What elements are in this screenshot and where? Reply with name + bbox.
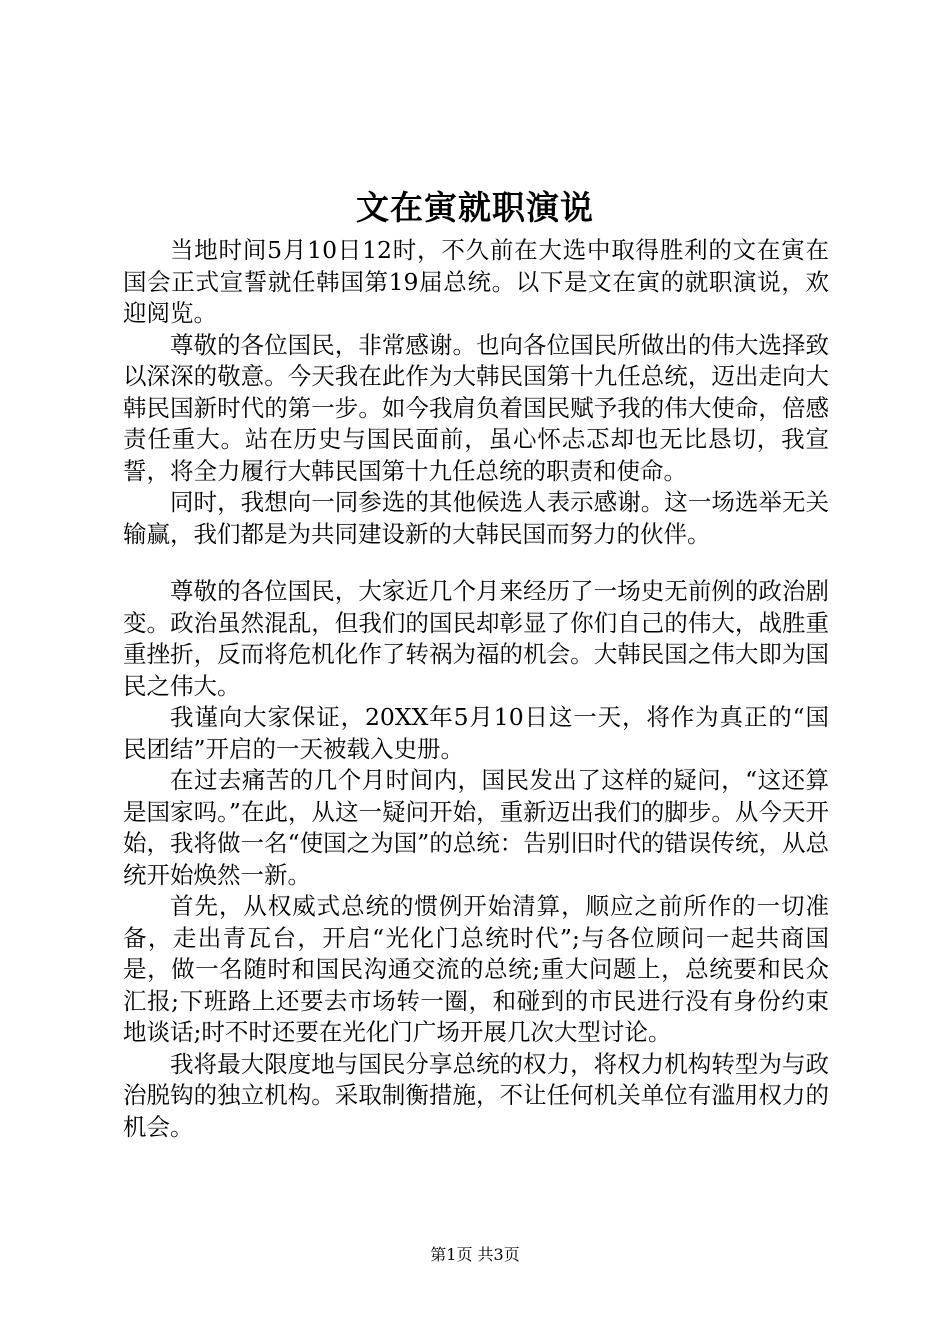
paragraph-thanks-candidates: 同时，我想向一同参选的其他候选人表示感谢。这一场选举无关输赢，我们都是为共同建设新的大韩民国而努力的伙伴。	[123, 488, 829, 548]
paragraph-political-turmoil: 尊敬的各位国民，大家近几个月来经历了一场史无前例的政治剧变。政治虽然混乱，但我们的国民却彰显了你们自己的伟大，战胜重重挫折，反而将危机化作了转祸为福的机会。大韩民国之伟大即为国民之伟大。	[123, 577, 829, 700]
page-footer: 第1页 共3页	[430, 1245, 520, 1264]
paragraph-promise: 我谨向大家保证，20XX年5月10日这一天，将作为真正的“国民团结”开启的一天被载入史册。	[123, 703, 829, 763]
document-body	[123, 235, 829, 1143]
paragraph-greeting: 尊敬的各位国民，非常感谢。也向各位国民所做出的伟大选择致以深深的敬意。今天我在此作为大韩民国第十九任总统，迈出走向大韩民国新时代的第一步。如今我肩负着国民赋予我的伟大使命，倍感责任重大。站在历史与国民面前，虽心怀忐忑却也无比恳切，我宣誓，将全力履行大韩民国第十九任总统的职责和使命。	[123, 330, 829, 485]
paragraph-first-step: 首先，从权威式总统的惯例开始清算，顺应之前所作的一切准备，走出青瓦台，开启“光化门总统时代”;与各位顾问一起共商国是，做一名随时和国民沟通交流的总统;重大问题上，总统要和民众汇报;下班路上还要去市场转一圈，和碰到的市民进行没有身份约束地谈话;时不时还要在光化门广场开展几次大型讨论。	[123, 892, 829, 1046]
paragraph-intro: 当地时间5月10日12时，不久前在大选中取得胜利的文在寅在国会正式宣誓就任韩国第19届总统。以下是文在寅的就职演说，欢迎阅览。	[123, 236, 829, 327]
paragraph-question: 在过去痛苦的几个月时间内，国民发出了这样的疑问，“这还算是国家吗。”在此，从这一疑问开始，重新迈出我们的脚步。从今天开始，我将做一名“使国之为国”的总统：告别旧时代的错误传统，从总统开始焕然一新。	[123, 766, 829, 889]
paragraph-share-power: 我将最大限度地与国民分享总统的权力，将权力机构转型为与政治脱钩的独立机构。采取制衡措施，不让任何机关单位有滥用权力的机会。	[123, 1049, 829, 1141]
document-title: 文在寅就职演说	[356, 188, 594, 227]
